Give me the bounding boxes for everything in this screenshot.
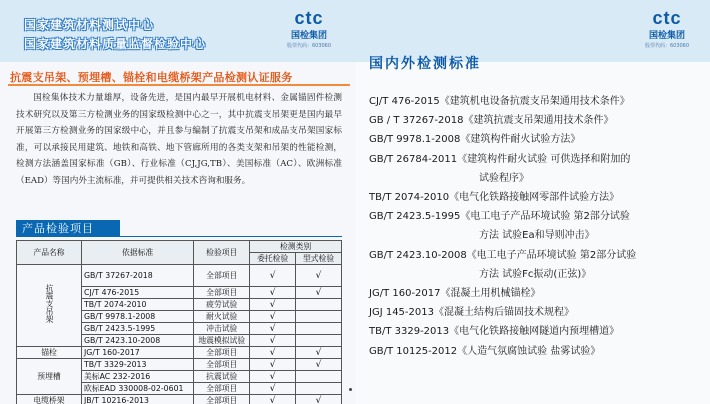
table-row [17,395,342,404]
inspection-table [16,240,342,404]
standard-cell: GB/T 37267-2018 [82,265,194,287]
standard-cell: TB/T 3329-2013 [82,359,194,371]
standard-line: GB/T 26784-2011《建筑构件耐火试验 可供选择和附加的 [369,153,631,165]
left-header-band [0,0,355,62]
item-cell: 抗震试验 [194,371,250,383]
item-cell: 全部项目 [194,265,250,287]
check-cell: √ [296,395,342,404]
logo-mark: ctc [652,8,682,28]
standard-line: GB/T 10125-2012《人造气氛腐蚀试验 盐雾试验》 [369,345,601,357]
center-title-2: 国家建筑材料质量监督检验中心 [24,37,207,51]
logo-code: 股票代码：603060 [286,43,332,49]
item-cell: 全部项目 [194,347,250,359]
standard-line: TB/T 3329-2013《电气化铁路接触网隧道内预埋槽道》 [369,326,620,338]
standard-cell: GB/T 2423.5-1995 [82,323,194,335]
item-cell: 全部项目 [194,395,250,404]
logo-mark: ctc [294,8,324,28]
check-cell [296,335,342,347]
check-cell: √ [296,287,342,299]
standard-line-cont: 试验程序》 [479,172,529,184]
header-commissioned: 委托检验 [250,253,296,265]
header-category: 检测类别 [250,241,342,253]
header-standard: 依据标准 [82,241,194,265]
standard-cell: TB/T 2074-2010 [82,299,194,311]
standard-cell: GB/T 2423.10-2008 [82,335,194,347]
logo-code: 股票代码：603060 [644,43,690,49]
check-cell: √ [296,359,342,371]
header-type-test: 型式检验 [296,253,342,265]
item-cell: 地震模拟试验 [194,335,250,347]
check-cell: √ [250,395,296,404]
item-cell: 冲击试验 [194,323,250,335]
check-cell: √ [250,265,296,287]
table-row [17,265,342,287]
logo-name: 国检集团 [648,31,685,41]
intro-paragraph: 国检集体技术力量雄厚，设备先进，是国内最早开展机电材料、金属锚固件检测技术研究以及第三方检测业务的国家级检测中心之一，其中抗震支吊架更是国内最早开展第三方检测业务的国家级中心，并且参与编制了抗震支吊架和成品支吊架国家标准，可以承接民用建筑、地铁和高铁、地下管廊所用的各类支架和吊架的性能检测，检测方法涵盖国家标准（GB）、行业标准（CJ,JG,TB）、美国标准（AC）、欧洲标准（EAD）等国内外主流标准，并可提供相关技术咨询和服务。 [16,93,342,186]
standard-line: GB/T 2423.10-2008《电工电子产品环境试验 第2部分试验 [369,249,637,261]
right-panel [355,0,710,404]
standard-cell: 欧标EAD 330008-02-0601 [82,383,194,395]
check-cell: √ [250,371,296,383]
check-cell [296,383,342,395]
service-subtitle: 抗震支吊架、预埋槽、锚栓和电缆桥架产品检测认证服务 [10,71,293,84]
standard-line-cont: 方法 试验Fc振动(正弦)》 [479,268,592,280]
standards-list [369,92,705,361]
ctc-logo [280,6,338,58]
standard-cell: 美标AC 232-2016 [82,371,194,383]
section-title-product-inspection: 产品检验项目 [16,220,120,237]
item-cell: 疲劳试验 [194,299,250,311]
bullet-dot [349,388,352,391]
subtitle-underline [8,84,350,86]
check-cell: √ [250,359,296,371]
header-item: 检验项目 [194,241,250,265]
standard-line-cont: 方法 试验Ea和导则冲击》 [479,230,595,242]
check-cell: √ [250,311,296,323]
item-cell: 耐火试验 [194,311,250,323]
standard-cell: GB/T 9978.1-2008 [82,311,194,323]
check-cell [296,311,342,323]
standard-line: GB/T 9978.1-2008《建筑构件耐火试验方法》 [369,134,581,146]
check-cell [296,299,342,311]
item-cell: 全部项目 [194,383,250,395]
header-product: 产品名称 [17,241,82,265]
standard-line: JGJ 145-2013《混凝土结构后锚固技术规程》 [369,307,574,319]
ctc-logo-right [638,6,696,58]
check-cell: √ [296,347,342,359]
check-cell: √ [250,299,296,311]
standard-cell: CJ/T 476-2015 [82,287,194,299]
standard-line: CJ/T 476-2015《建筑机电设备抗震支吊架通用技术条件》 [369,96,630,107]
product-name: 抗震支吊架 [45,284,54,323]
product-name: 电缆桥架 [17,395,82,404]
check-cell: √ [250,383,296,395]
standard-line: GB/T 2423.5-1995《电工电子产品环境试验 第2部分试验 [369,211,630,223]
check-cell [296,323,342,335]
center-title-1: 国家建筑材料测试中心 [24,18,155,32]
product-name: 锚栓 [17,347,82,359]
standard-cell: JB/T 10216-2013 [82,395,194,404]
standards-title: 国内外检测标准 [369,56,481,72]
item-cell: 全部项目 [194,287,250,299]
standard-cell: JG/T 160-2017 [82,347,194,359]
check-cell: √ [296,265,342,287]
check-cell: √ [250,347,296,359]
table-row [17,359,342,371]
section-underline [16,236,342,237]
standard-line: TB/T 2074-2010《电气化铁路接触网零部件试验方法》 [369,192,620,204]
check-cell [296,371,342,383]
standard-line: GB / T 37267-2018《建筑抗震支吊架通用技术条件》 [369,115,614,127]
product-name: 预埋槽 [17,359,82,395]
check-cell: √ [250,287,296,299]
product-cell [17,265,82,347]
logo-name: 国检集团 [290,31,327,41]
table-row [17,347,342,359]
item-cell: 全部项目 [194,359,250,371]
check-cell: √ [250,323,296,335]
check-cell: √ [250,335,296,347]
standard-line: JG/T 160-2017《混凝土用机械锚栓》 [369,288,541,300]
